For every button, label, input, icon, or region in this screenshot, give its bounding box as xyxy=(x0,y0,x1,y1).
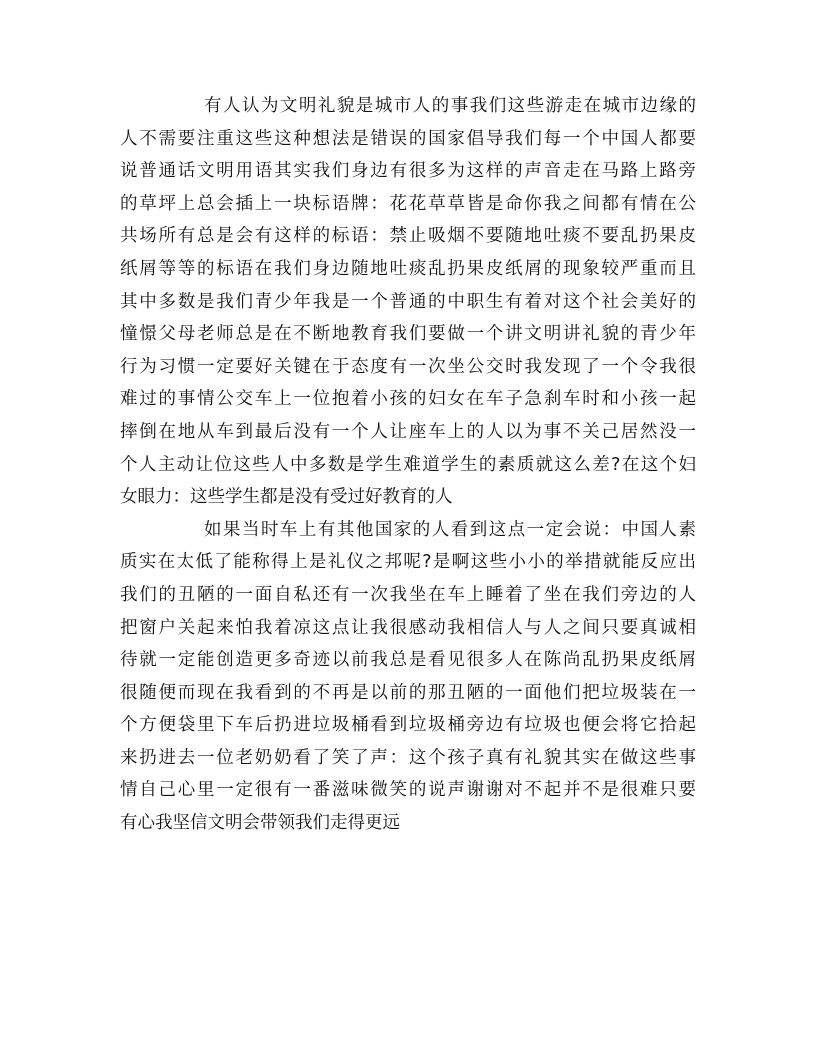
paragraph-line: 个方便袋里下车后扔进垃圾桶看到垃圾桶旁边有垃圾也便会将它拾起 xyxy=(120,715,696,736)
paragraph-line: 的草坪上总会插上一块标语牌：花花草草皆是命你我之间都有情在公 xyxy=(120,193,696,214)
paragraph-line: 行为习惯一定要好关键在于态度有一次坐公交时我发现了一个令我很 xyxy=(120,356,696,377)
paragraph-line: 情自己心里一定很有一番滋味微笑的说声谢谢对不起并不是很难只要 xyxy=(120,780,696,801)
paragraph-line: 人不需要注重这些这种想法是错误的国家倡导我们每一个中国人都要 xyxy=(120,128,696,149)
paragraph-line: 质实在太低了能称得上是礼仪之邦呢?是啊这些小小的举措就能反应出 xyxy=(120,552,696,573)
paragraph-2 xyxy=(120,514,696,840)
paragraph-line: 共场所有总是会有这样的标语：禁止吸烟不要随地吐痰不要乱扔果皮 xyxy=(120,226,696,247)
paragraph-line: 其中多数是我们青少年我是一个普通的中职生有着对这个社会美好的 xyxy=(120,291,696,312)
paragraph-line: 女眼力：这些学生都是没有受过好教育的人 xyxy=(120,487,453,508)
paragraph-line: 说普通话文明用语其实我们身边有很多为这样的声音走在马路上路旁 xyxy=(120,161,696,182)
paragraph-line: 有人认为文明礼貌是城市人的事我们这些游走在城市边缘的 xyxy=(204,96,696,116)
paragraph-line: 来扔进去一位老奶奶看了笑了声：这个孩子真有礼貌其实在做这些事 xyxy=(120,747,696,768)
paragraph-line: 纸屑等等的标语在我们身边随地吐痰乱扔果皮纸屑的现象较严重而且 xyxy=(120,258,696,279)
paragraph-line: 很随便而现在我看到的不再是以前的那丑陋的一面他们把垃圾装在一 xyxy=(120,682,696,703)
body-text xyxy=(120,90,696,840)
paragraph-line: 难过的事情公交车上一位抱着小孩的妇女在车子急刹车时和小孩一起 xyxy=(120,389,696,410)
paragraph-line: 摔倒在地从车到最后没有一个人让座车上的人以为事不关己居然没一 xyxy=(120,421,696,442)
paragraph-line: 待就一定能创造更多奇迹以前我总是看见很多人在陈尚乱扔果皮纸屑 xyxy=(120,650,696,671)
paragraph-line: 如果当时车上有其他国家的人看到这点一定会说：中国人素 xyxy=(204,519,696,540)
paragraph-line: 个人主动让位这些人中多数是学生难道学生的素质就这么差?在这个妇 xyxy=(120,454,696,475)
paragraph-line: 我们的丑陋的一面自私还有一次我坐在车上睡着了坐在我们旁边的人 xyxy=(120,584,696,605)
paragraph-line: 有心我坚信文明会带领我们走得更远 xyxy=(120,813,400,834)
paragraph-1 xyxy=(120,90,696,514)
paragraph-line: 把窗户关起来怕我着凉这点让我很感动我相信人与人之间只要真诚相 xyxy=(120,617,696,638)
paragraph-line: 憧憬父母老师总是在不断地教育我们要做一个讲文明讲礼貌的青少年 xyxy=(120,324,696,345)
